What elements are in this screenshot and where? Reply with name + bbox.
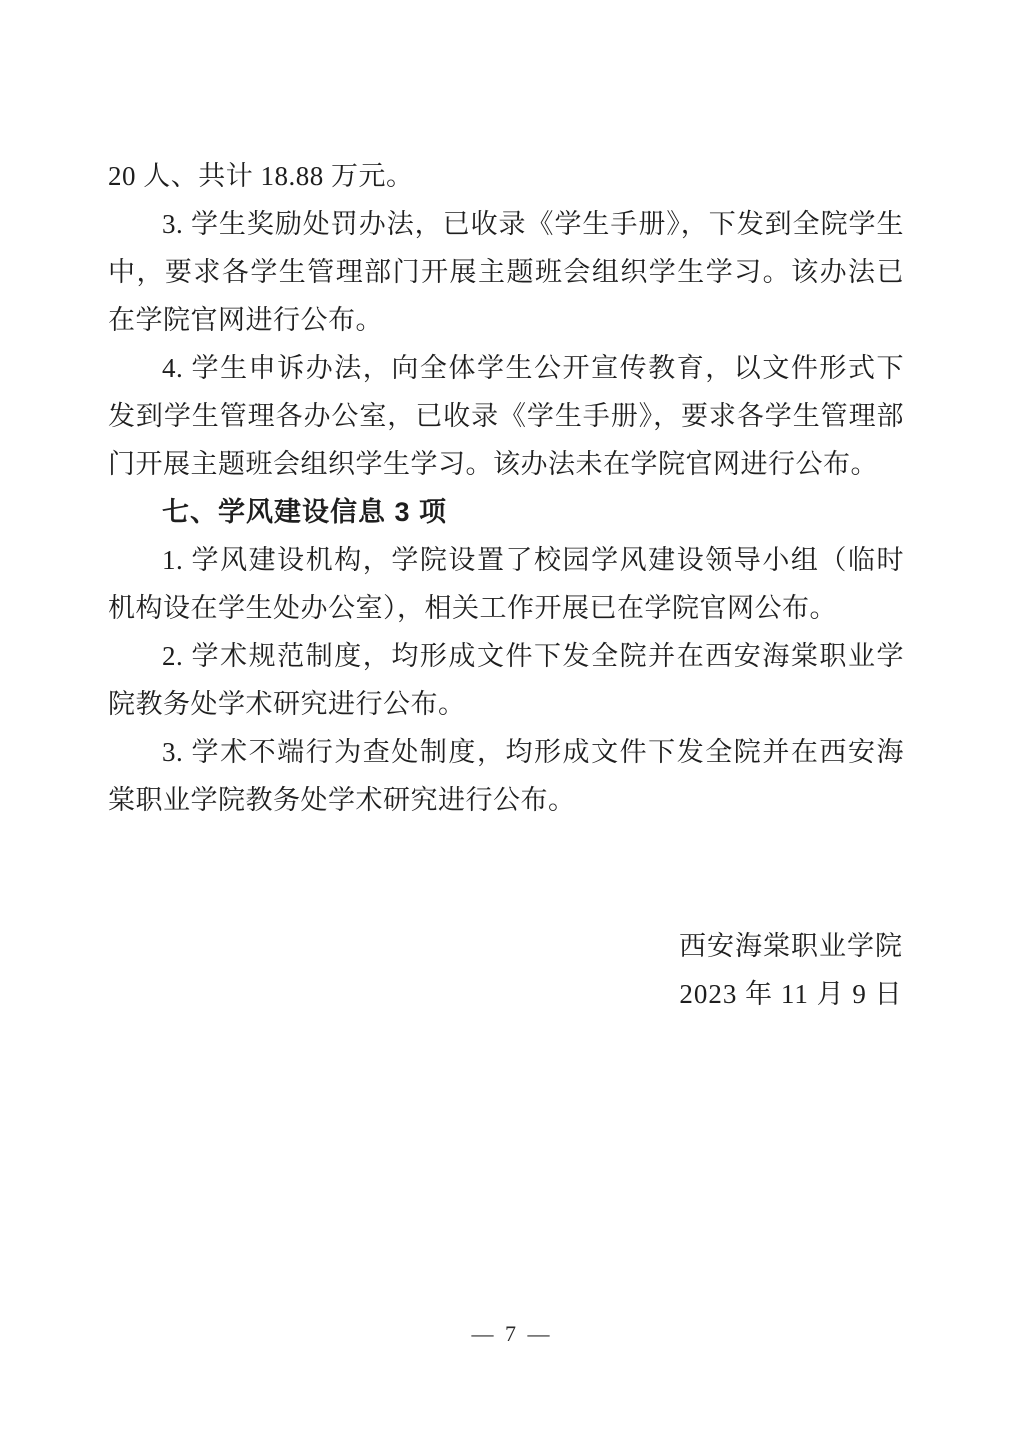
paragraph-item-1-study-style-org: 1. 学风建设机构，学院设置了校园学风建设领导小组（临时机构设在学生处办公室），相关工作开展已在学院官网公布。 (108, 545, 904, 623)
paragraph-item-2-academic-norms: 2. 学术规范制度，均形成文件下发全院并在西安海棠职业学院教务处学术研究进行公布。 (108, 641, 904, 719)
section-heading-study-style: 七、学风建设信息 3 项 (162, 497, 448, 527)
document-body (108, 152, 904, 824)
paragraph-item-3-student-rewards: 3. 学生奖励处罚办法，已收录《学生手册》，下发到全院学生中，要求各学生管理部门开展主题班会组织学生学习。该办法已在学院官网进行公布。 (108, 209, 904, 335)
page-number: — 7 — (471, 1321, 553, 1346)
paragraph-continuation: 20 人、共计 18.88 万元。 (108, 161, 414, 191)
signature-date: 2023 年 11 月 9 日 (679, 979, 903, 1009)
paragraph-item-3-academic-misconduct: 3. 学术不端行为查处制度，均形成文件下发全院并在西安海棠职业学院教务处学术研究进行公布。 (108, 737, 904, 815)
signature-block (679, 922, 903, 1018)
signature-organization: 西安海棠职业学院 (679, 931, 903, 961)
paragraph-item-4-student-appeals: 4. 学生申诉办法，向全体学生公开宣传教育，以文件形式下发到学生管理各办公室，已收录《学生手册》，要求各学生管理部门开展主题班会组织学生学习。该办法未在学院官网进行公布。 (108, 353, 904, 479)
